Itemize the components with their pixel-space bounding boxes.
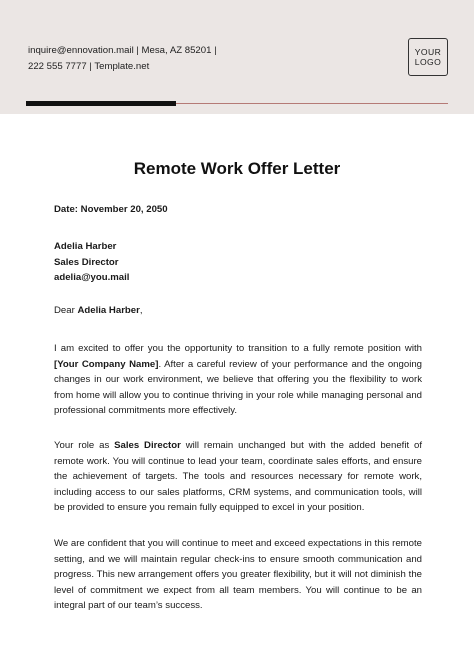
recipient-position: Sales Director — [54, 256, 119, 268]
recipient-name: Adelia Harber — [54, 241, 117, 252]
header-divider-thick — [26, 101, 176, 106]
paragraph-role-text-b: will remain unchanged but with the added benefit of remote work. You will continue to lead your team, coordinate sales efforts, and ensure the achievement of targets. The tools and resources necessary for remote work, including access to our sales platforms, CRM systems, and communication tools, will be provided to ensure you remain fully equipped to excel in your position. — [54, 440, 423, 514]
document-title: Remote Work Offer Letter — [133, 159, 341, 178]
salutation-name: Adelia Harber — [77, 305, 140, 316]
paragraph-offer-text-a: I am excited to offer you the opportunity to transition to a fully remote position with — [54, 343, 422, 354]
company-name-placeholder: [Your Company Name] — [54, 358, 159, 370]
salutation-prefix: Dear — [54, 305, 78, 316]
logo-placeholder — [408, 38, 448, 76]
logo-text-line1: YOUR — [414, 47, 442, 57]
recipient-email: adelia@you.mail — [54, 272, 130, 284]
salutation — [54, 305, 422, 316]
role-title: Sales Director — [114, 440, 181, 451]
recipient-block — [54, 239, 422, 286]
paragraph-offer-text-b: . After a careful review of your performance and the ongoing changes in our work environment, we believe that offering you the flexibility to work from home will allow you to continue thriving in your role while managing personal and professional commitments more effectively. — [54, 358, 422, 417]
paragraph-role — [54, 438, 422, 516]
contact-line-phone-website: 222 555 7777 | Template.net — [28, 61, 150, 72]
header-divider-thin — [176, 103, 448, 104]
paragraph-offer — [54, 341, 422, 419]
salutation-suffix: , — [139, 305, 143, 316]
logo-text-line2: LOGO — [414, 57, 442, 67]
contact-info — [28, 43, 217, 75]
letter-date: Date: November 20, 2050 — [54, 204, 168, 215]
letterhead — [0, 0, 474, 114]
contact-line-email-address: inquire@ennovation.mail | Mesa, AZ 85201 | — [28, 45, 217, 56]
paragraph-role-text-a: Your role as — [54, 440, 115, 451]
paragraph-expectations: We are confident that you will continue to meet and exceed expectations in this remote setting, and we will maintain regular check-ins to ensure smooth communication and progress. This new arrangement offers you greater flexibility, but it will not diminish the level of commitment we expect from all team members. You will continue to be an integral part of our team’s success. — [54, 538, 422, 612]
